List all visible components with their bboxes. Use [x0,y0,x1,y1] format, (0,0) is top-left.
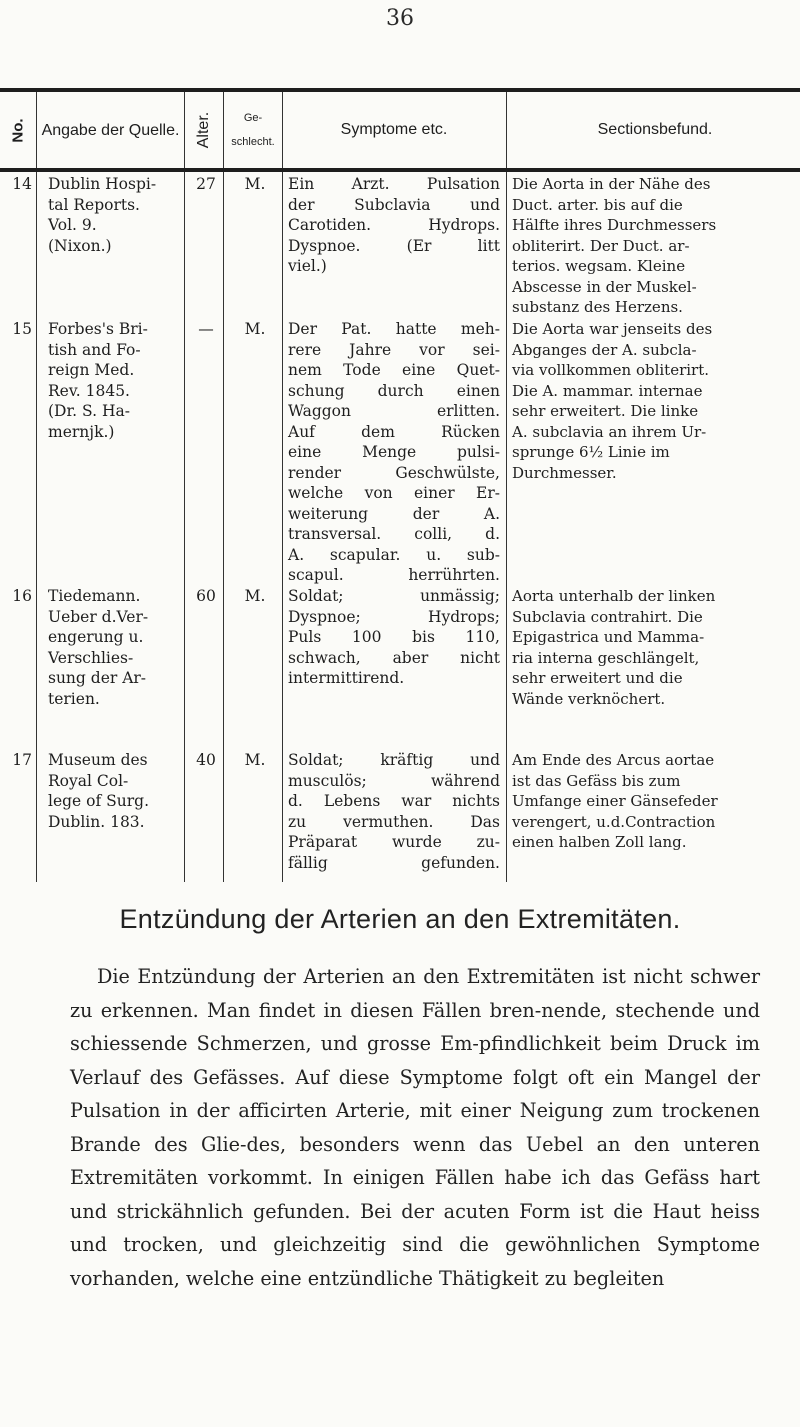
header-no: No. [9,117,27,143]
header-sectionsbefund: Sectionsbefund. [597,121,713,138]
age-cell: — [198,320,214,338]
symptoms-cell: Der Pat. hatte meh- rere Jahre vor sei- nem Tode eine Quet- schung durch einen Waggon erlitten. Auf dem Rücken eine Menge pulsi- render Geschwülste, welche von einer Er- weiterung der A. transversal. colli, d. A. scapular. u. sub- scapul. herrührten. [288,320,500,584]
header-alter: Alter. [195,111,212,149]
header-geschlecht: Ge- schlecht. [231,112,275,148]
column-divider [36,92,37,882]
symptoms-cell: Ein Arzt. Pulsation der Subclavia und Carotiden. Hydrops. Dyspnoe. (Er litt viel.) [288,175,500,275]
column-divider [223,92,224,882]
column-divider [282,92,283,882]
sex-cell: M. [244,320,266,338]
source-cell: Museum des Royal Col- lege of Surg. Dublin. 183. [48,751,150,831]
symptoms-cell: Soldat; unmässig; Dyspnoe; Hydrops; Puls 100 bis 110, schwach, aber nicht intermittirend. [288,587,500,687]
body-paragraph: Die Entzündung der Arterien an den Extremitäten ist nicht schwer zu erkennen. Man findet in diesen Fällen bren-nende, stechende und schiessende Schmerzen, und grosse Em-pfindlichkeit beim Druck im Verlauf des Gefässes. Auf diese Symptome folgt oft ein Mangel der Pulsation in der afficirten Arterie, mit einer Neigung zum trockenen Brande des Glie-des, besonders wenn das Uebel an den unteren Extremitäten vorkommt. In einigen Fällen habe ich das Gefäss hart und strickähnlich gefunden. Bei der acuten Form ist die Haut heiss und trocken, und gleichzeitig sind die gewöhnlichen Symptome vorhanden, welche eine entzündliche Thätigkeit zu begleiten [70,965,760,1290]
column-divider [506,92,507,882]
case-number: 14 [12,175,32,193]
sex-cell: M. [244,751,266,769]
page-number: 36 [386,6,414,31]
header-symptome: Symptome etc. [340,121,448,138]
case-table [0,88,800,883]
case-number: 17 [12,751,32,769]
age-cell: 60 [196,587,216,605]
header-quelle: Angabe der Quelle. [41,121,180,139]
case-number: 15 [12,320,32,338]
column-divider [184,92,185,882]
case-number: 16 [12,587,32,605]
sex-cell: M. [244,587,266,605]
findings-cell: Die Aorta war jenseits des Abganges der A. subcla- via vollkommen obliterirt. Die A. mammar. internae sehr erweitert. Die linke A. subclavia an ihrem Ur- sprunge 6½ Linie im Durchmesser. [512,320,713,482]
age-cell: 40 [196,751,216,769]
table-header-rule [0,168,800,172]
findings-cell: Aorta unterhalb der linken Subclavia contrahirt. Die Epigastrica und Mamma- ria interna geschlängelt, sehr erweitert und die Wände verknöchert. [512,587,716,708]
section-heading: Entzündung der Arterien an den Extremitäten. [119,904,681,934]
findings-cell: Die Aorta in der Nähe des Duct. arter. bis auf die Hälfte ihres Durchmessers obliterirt. Der Duct. ar- terios. wegsam. Kleine Abscesse in der Muskel- substanz des Herzens. [512,175,717,316]
source-cell: Dublin Hospi- tal Reports. Vol. 9. (Nixon.) [48,175,157,255]
source-cell: Forbes's Bri- tish and Fo- reign Med. Rev. 1845. (Dr. S. Ha- mernjk.) [48,320,148,441]
findings-cell: Am Ende des Arcus aortae ist das Gefäss bis zum Umfange einer Gänsefeder verengert, u.d.Contraction einen halben Zoll lang. [512,751,718,851]
source-cell: Tiedemann. Ueber d.Ver- engerung u. Verschlies- sung der Ar- terien. [48,587,149,708]
age-cell: 27 [196,175,216,193]
symptoms-cell: Soldat; kräftig und musculös; während d. Lebens war nichts zu vermuthen. Das Präparat wurde zu- fällig gefunden. [288,751,500,872]
sex-cell: M. [244,175,266,193]
